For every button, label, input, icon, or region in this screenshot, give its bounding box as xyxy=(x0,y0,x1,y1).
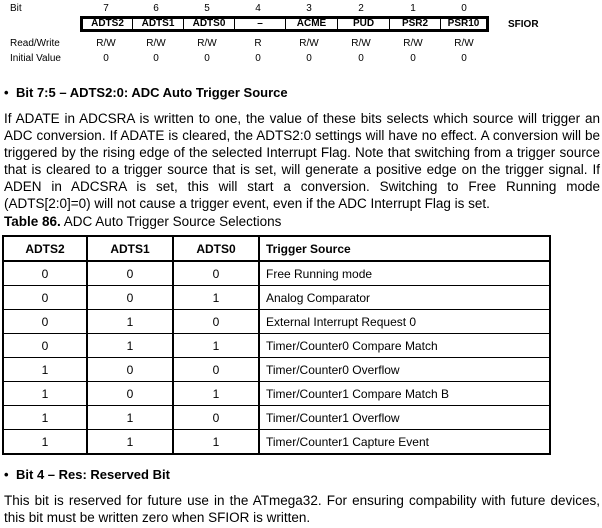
table-cell: 0 xyxy=(173,406,259,430)
rw-value: R/W xyxy=(197,38,217,49)
bit-number: 6 xyxy=(153,3,159,14)
table-cell: 0 xyxy=(3,261,87,286)
column-header: Trigger Source xyxy=(259,236,550,261)
bit-number: 2 xyxy=(358,3,364,14)
table-cell: 1 xyxy=(87,334,173,358)
table-cell: 1 xyxy=(173,430,259,455)
register-bit-name: ADTS2 xyxy=(83,19,133,29)
rw-value: R xyxy=(254,38,262,49)
table-cell: 0 xyxy=(173,358,259,382)
bit-number: 7 xyxy=(103,3,109,14)
initial-value: 0 xyxy=(255,53,261,64)
table-cell: 0 xyxy=(173,261,259,286)
table-cell: 1 xyxy=(3,358,87,382)
table-cell: 1 xyxy=(87,430,173,455)
heading-text: Bit 4 – Res: Reserved Bit xyxy=(16,467,170,482)
column-header: ADTS0 xyxy=(173,236,259,261)
table-cell: 0 xyxy=(3,334,87,358)
initial-value: 0 xyxy=(153,53,159,64)
table-cell: 0 xyxy=(3,286,87,310)
bit-row-label: Bit xyxy=(10,3,22,14)
initial-value: 0 xyxy=(306,53,312,64)
register-bit-name: ADTS0 xyxy=(184,19,235,29)
table-cell: 1 xyxy=(173,334,259,358)
trigger-source-table xyxy=(2,235,551,455)
table-cell: 0 xyxy=(173,310,259,334)
table-cell: 1 xyxy=(173,382,259,406)
rw-value: R/W xyxy=(299,38,319,49)
rw-value: R/W xyxy=(146,38,166,49)
table-caption xyxy=(4,214,281,229)
reserved-bit-paragraph: This bit is reserved for future use in the ATmega32. For ensuring compability with future devices, this bit must be written zero when SFIOR is written. xyxy=(4,493,600,525)
table-cell: 0 xyxy=(87,382,173,406)
table-cell: 1 xyxy=(3,382,87,406)
table-cell: External Interrupt Request 0 xyxy=(259,310,550,334)
table-row xyxy=(3,261,550,286)
table-row xyxy=(3,430,550,455)
column-header: ADTS2 xyxy=(3,236,87,261)
register-bit-name: – xyxy=(235,19,286,29)
register-bit-name: ACME xyxy=(286,19,338,29)
initial-value: 0 xyxy=(103,53,109,64)
rw-value: R/W xyxy=(351,38,371,49)
register-bit-name: PSR10 xyxy=(447,18,480,29)
table-row xyxy=(3,382,550,406)
bit-number: 1 xyxy=(410,3,416,14)
rw-value: R/W xyxy=(454,38,474,49)
table-cell: Timer/Counter0 Overflow xyxy=(259,358,550,382)
bullet: • xyxy=(4,85,9,100)
table-row xyxy=(3,310,550,334)
table-cell: 1 xyxy=(87,310,173,334)
register-bit-name: ADTS1 xyxy=(133,19,184,29)
table-title: ADC Auto Trigger Source Selections xyxy=(63,214,282,229)
initial-value: 0 xyxy=(461,53,467,64)
initial-value: 0 xyxy=(410,53,416,64)
table-row xyxy=(3,406,550,430)
table-row xyxy=(3,334,550,358)
adts-description-paragraph: If ADATE in ADCSRA is written to one, the value of these bits selects which source will trigger an ADC conversion. If ADATE is cleared, the ADTS2:0 settings will have no effect. A conversion will be triggered by the rising edge of the selected Interrupt Flag. Note that switching from a trigger source that is cleared to a trigger source that is set, will generate a positive edge on the trigger signal. If ADEN in ADCSRA is set, this will start a conversion. Switching to Free Running mode (ADTS[2:0]=0) will not cause a trigger event, even if the ADC Interrupt Flag is set. xyxy=(4,111,600,211)
table-cell: Timer/Counter0 Compare Match xyxy=(259,334,550,358)
register-bit-name: PSR2 xyxy=(390,19,441,29)
table-row xyxy=(3,286,550,310)
table-header-row xyxy=(3,236,550,261)
table-cell: 0 xyxy=(3,310,87,334)
section-heading-reserved xyxy=(4,467,170,482)
table-cell: Timer/Counter1 Overflow xyxy=(259,406,550,430)
table-row xyxy=(3,358,550,382)
bit-number: 5 xyxy=(204,3,210,14)
initial-value: 0 xyxy=(204,53,210,64)
rw-value: R/W xyxy=(403,38,423,49)
table-cell: 0 xyxy=(87,261,173,286)
table-cell: Free Running mode xyxy=(259,261,550,286)
table-cell: Timer/Counter1 Capture Event xyxy=(259,430,550,455)
bit-number: 4 xyxy=(255,3,261,14)
bit-number: 3 xyxy=(306,3,312,14)
table-cell: 1 xyxy=(3,430,87,455)
bullet: • xyxy=(4,467,9,482)
table-cell: 1 xyxy=(3,406,87,430)
table-cell: Analog Comparator xyxy=(259,286,550,310)
table-cell: Timer/Counter1 Compare Match B xyxy=(259,382,550,406)
rw-row-label: Read/Write xyxy=(10,38,60,49)
table-cell: 0 xyxy=(87,358,173,382)
table-cell: 0 xyxy=(87,286,173,310)
rw-value: R/W xyxy=(96,38,116,49)
bit-number: 0 xyxy=(461,3,467,14)
register-diagram xyxy=(0,0,602,68)
heading-text: Bit 7:5 – ADTS2:0: ADC Auto Trigger Source xyxy=(16,85,288,100)
section-heading-adts xyxy=(4,85,288,100)
register-bit-name: PUD xyxy=(338,19,390,29)
register-bit-box xyxy=(80,16,489,32)
table-number: Table 86. xyxy=(4,214,61,229)
table-cell: 1 xyxy=(87,406,173,430)
column-header: ADTS1 xyxy=(87,236,173,261)
initial-value: 0 xyxy=(358,53,364,64)
table-cell: 1 xyxy=(173,286,259,310)
register-name: SFIOR xyxy=(508,19,539,30)
initial-value-row-label: Initial Value xyxy=(10,53,61,64)
